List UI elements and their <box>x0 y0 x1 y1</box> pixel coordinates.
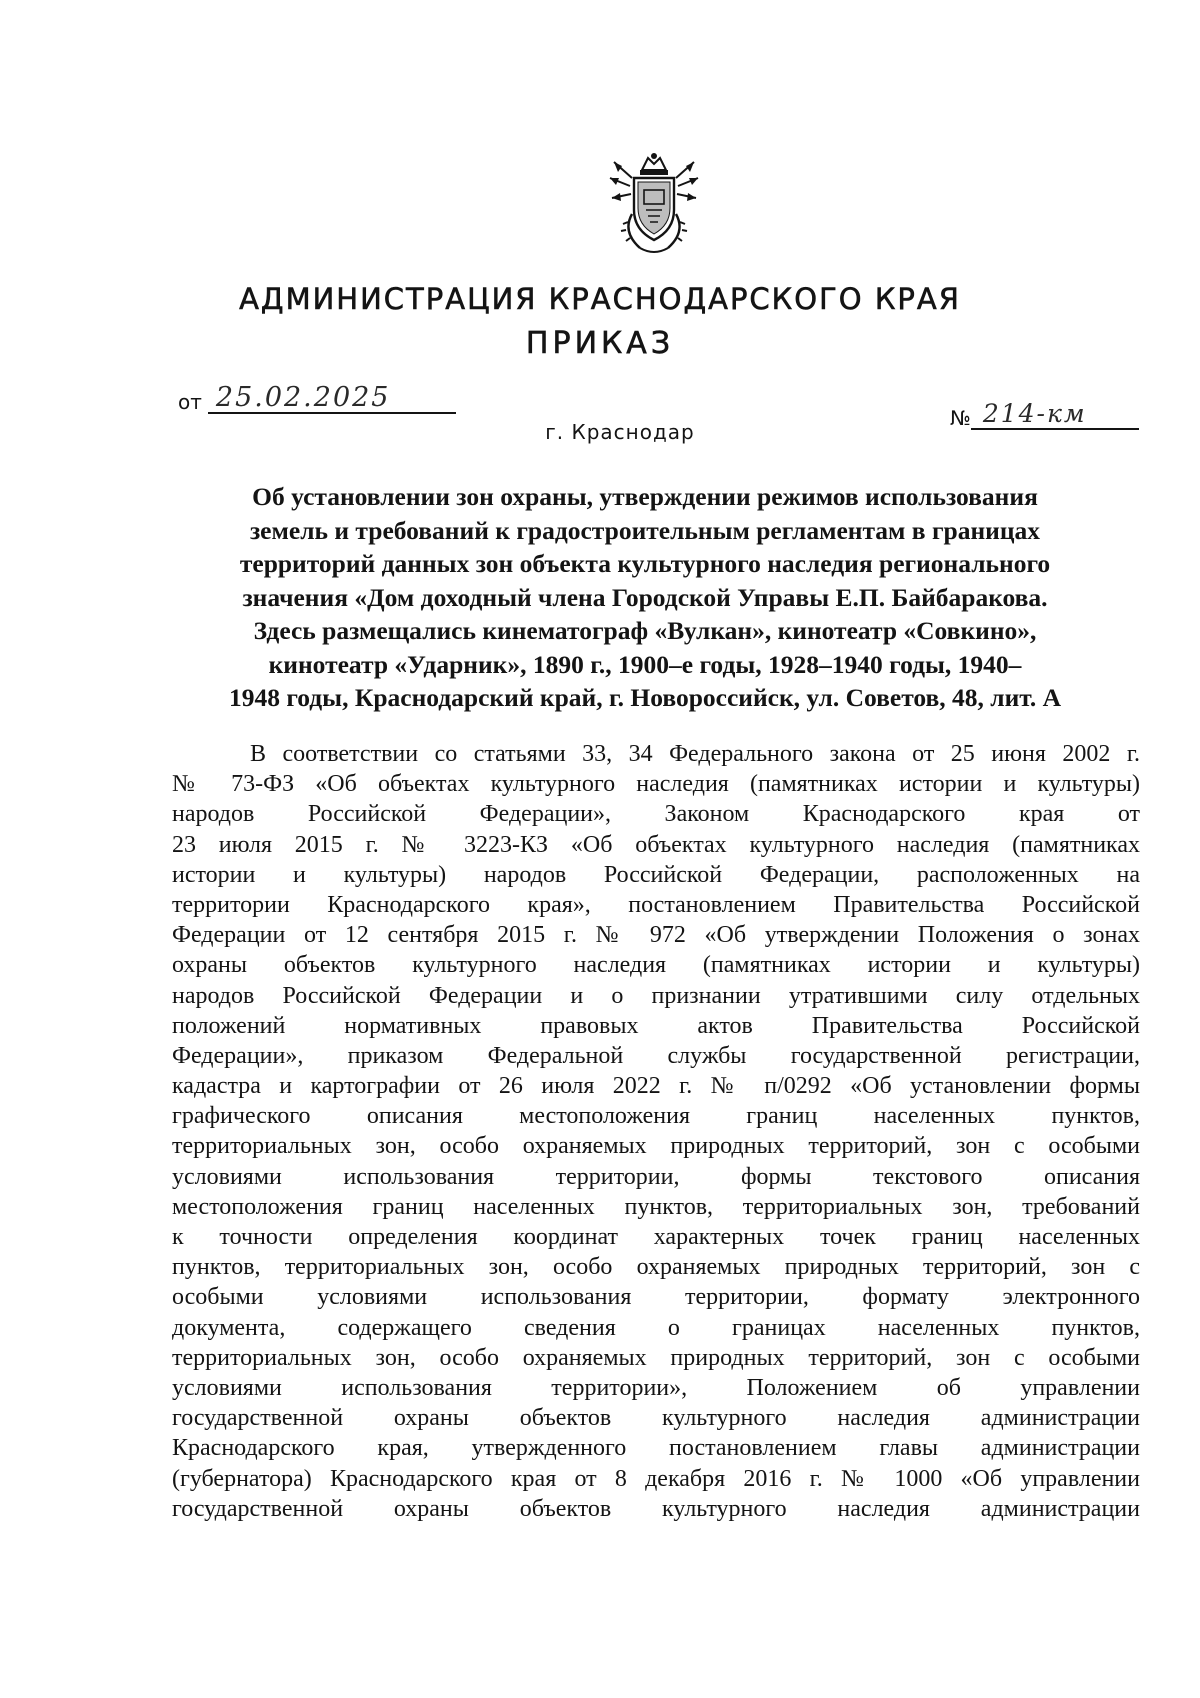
organization-title: АДМИНИСТРАЦИЯ КРАСНОДАРСКОГО КРАЯ <box>239 282 961 316</box>
body-line: народов Российской Федерации», Законом Краснодарского края от <box>172 801 1140 828</box>
heading-line: кинотеатр «Ударник», 1890 г., 1900–е годы, 1928–1940 годы, 1940– <box>268 649 1022 679</box>
body-line: условиями использования территории», Положением об управлении <box>172 1374 1140 1401</box>
body-line: государственной охраны объектов культурного наследия администрации <box>172 1495 1140 1522</box>
heading-line: территорий данных зон объекта культурного наследия регионального <box>239 549 1051 578</box>
body-line: истории и культуры) народов Российской Федерации, расположенных на <box>172 861 1140 888</box>
number-prefix: № <box>950 406 971 430</box>
order-body <box>172 739 1140 1524</box>
order-number <box>950 400 1139 430</box>
body-line: документа, содержащего сведения о границах населенных пунктов, <box>172 1314 1140 1341</box>
body-line: Федерации от 12 сентября 2015 г. № 972 «Об утверждении Положения о зонах <box>172 922 1140 949</box>
body-line: территории Краснодарского края», постановлением Правительства Российской <box>172 891 1140 918</box>
body-line: 23 июля 2015 г. № 3223-КЗ «Об объектах культурного наследия (памятниках <box>172 831 1140 858</box>
coat-of-arms-icon <box>604 148 704 260</box>
body-line: № 73-ФЗ «Об объектах культурного наследия (памятниках истории и культуры) <box>172 771 1140 798</box>
heading-line: 1948 годы, Краснодарский край, г. Новороссийск, ул. Советов, 48, лит. А <box>228 683 1062 712</box>
body-line: к точности определения координат характерных точек границ населенных <box>172 1224 1140 1250</box>
body-line: государственной охраны объектов культурного наследия администрации <box>172 1405 1140 1432</box>
body-line: местоположения границ населенных пунктов, территориальных зон, требований <box>172 1193 1140 1220</box>
number-value: 214-км <box>971 400 1139 430</box>
body-line: народов Российской Федерации и о признании утратившими силу отдельных <box>172 982 1140 1009</box>
heading-line: Об установлении зон охраны, утверждении режимов использования <box>252 482 1038 511</box>
body-line: графического описания местоположения границ населенных пунктов, <box>172 1103 1140 1130</box>
body-line: охраны объектов культурного наследия (памятниках истории и культуры) <box>172 952 1140 979</box>
heading-line: Здесь размещались кинематограф «Вулкан», кинотеатр «Совкино», <box>253 616 1037 645</box>
body-line: (губернатора) Краснодарского края от 8 декабря 2016 г. № 1000 «Об управлении <box>172 1465 1140 1492</box>
body-line: кадастра и картографии от 26 июля 2022 г. № п/0292 «Об установлении формы <box>172 1073 1140 1100</box>
date-prefix: от <box>178 390 202 414</box>
date-value: 25.02.2025 <box>208 384 456 414</box>
heading-line: значения «Дом доходный члена Городской Управы Е.П. Байбаракова. <box>242 582 1048 612</box>
order-date <box>178 384 456 414</box>
order-heading <box>195 480 1095 715</box>
body-line: территориальных зон, особо охраняемых природных территорий, зон с особыми <box>172 1133 1140 1160</box>
body-line: В соответствии со статьями 33, 34 Федерального закона от 25 июня 2002 г. <box>250 741 1140 767</box>
document-type: ПРИКАЗ <box>525 326 675 361</box>
city: г. Краснодар <box>545 420 695 444</box>
body-line: особыми условиями использования территории, формату электронного <box>172 1284 1140 1311</box>
body-line: пунктов, территориальных зон, особо охраняемых природных территорий, зон с <box>172 1254 1140 1281</box>
body-line: территориальных зон, особо охраняемых природных территорий, зон с особыми <box>172 1344 1140 1371</box>
body-line: Краснодарского края, утвержденного постановлением главы администрации <box>172 1435 1140 1462</box>
body-line: положений нормативных правовых актов Правительства Российской <box>172 1012 1140 1039</box>
heading-line: земель и требований к градостроительным регламентам в границах <box>249 515 1041 545</box>
body-line: Федерации», приказом Федеральной службы государственной регистрации, <box>172 1042 1140 1069</box>
body-line: условиями использования территории, формы текстового описания <box>172 1163 1140 1190</box>
